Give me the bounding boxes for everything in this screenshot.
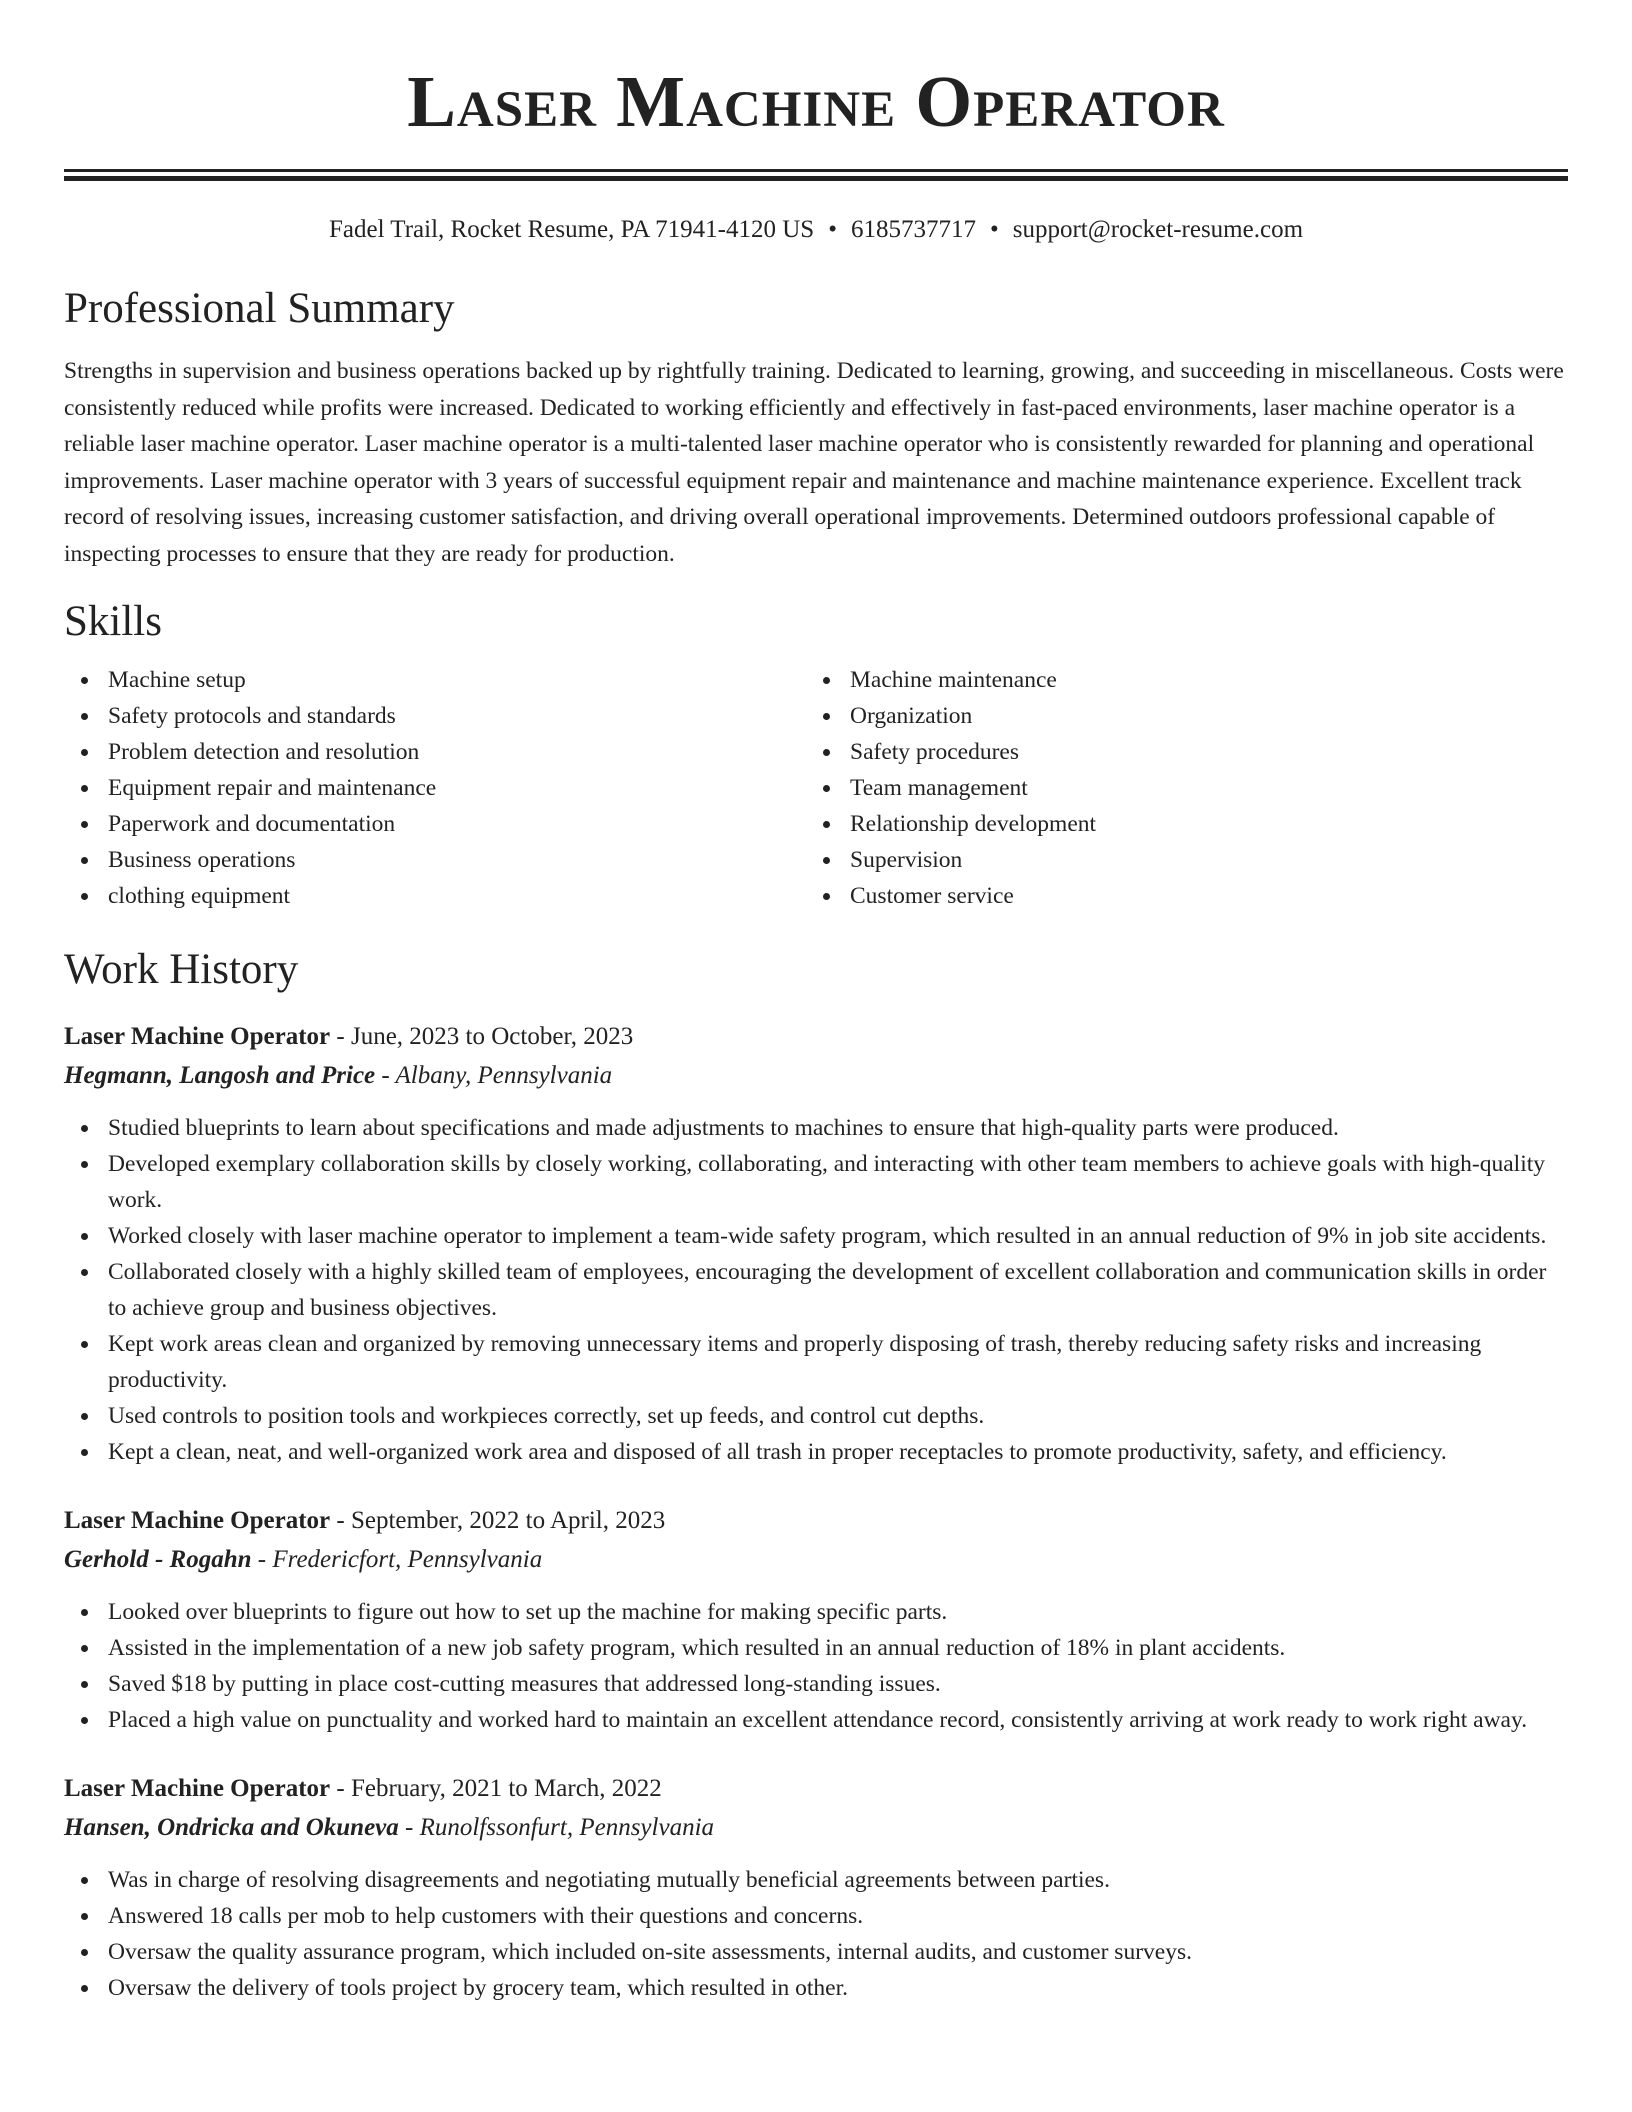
- header-rule-top: [64, 169, 1568, 172]
- job-entry: [64, 1502, 1568, 1738]
- contact-separator: •: [828, 216, 837, 243]
- job-title-line: Laser Machine Operator - February, 2021 to March, 2022: [64, 1775, 662, 1802]
- job-company: Hansen, Ondricka and Okuneva: [64, 1814, 399, 1841]
- summary-heading: Professional Summary: [64, 285, 455, 332]
- skill-item: Supervision: [806, 842, 1548, 878]
- job-duty: Was in charge of resolving disagreements and negotiating mutually beneficial agreements between parties.: [64, 1862, 1568, 1898]
- job-title-line: Laser Machine Operator - June, 2023 to October, 2023: [64, 1023, 634, 1050]
- job-company: Hegmann, Langosh and Price: [64, 1062, 376, 1089]
- job-duty: Assisted in the implementation of a new job safety program, which resulted in an annual reduction of 18% in plant accidents.: [64, 1630, 1568, 1666]
- job-dates: February, 2021 to March, 2022: [350, 1775, 662, 1802]
- job-entry: [64, 1770, 1568, 2006]
- job-duties: [64, 1594, 1568, 1738]
- skill-item: Machine setup: [64, 662, 806, 698]
- job-duty: Oversaw the delivery of tools project by grocery team, which resulted in other.: [64, 1970, 1568, 2006]
- skill-item: Customer service: [806, 878, 1548, 914]
- job-title-line: Laser Machine Operator - September, 2022 to April, 2023: [64, 1507, 666, 1534]
- skills-column-left: [64, 662, 806, 914]
- skill-item: Paperwork and documentation: [64, 806, 806, 842]
- skill-item: Safety procedures: [806, 734, 1548, 770]
- skills-column-right: [806, 662, 1548, 914]
- skill-item: clothing equipment: [64, 878, 806, 914]
- skill-item: Team management: [806, 770, 1548, 806]
- job-title: Laser Machine Operator: [64, 1775, 331, 1802]
- job-company: Gerhold - Rogahn: [64, 1546, 252, 1573]
- job-duty: Answered 18 calls per mob to help customers with their questions and concerns.: [64, 1898, 1568, 1934]
- contact-email: support@rocket-resume.com: [1012, 216, 1304, 243]
- job-duty: Kept work areas clean and organized by removing unnecessary items and properly disposing of trash, thereby reducing safety risks and increasing productivity.: [64, 1326, 1568, 1398]
- job-company-line: Hansen, Ondricka and Okuneva - Runolfssonfurt, Pennsylvania: [64, 1814, 715, 1841]
- job-location: Fredericfort, Pennsylvania: [272, 1546, 543, 1573]
- job-duties: [64, 1110, 1568, 1470]
- job-duties: [64, 1862, 1568, 2006]
- skills-heading: Skills: [64, 598, 162, 645]
- job-duty: Saved $18 by putting in place cost-cutting measures that addressed long-standing issues.: [64, 1666, 1568, 1702]
- skill-item: Business operations: [64, 842, 806, 878]
- job-duty: Worked closely with laser machine operator to implement a team-wide safety program, which resulted in an annual reduction of 9% in job site accidents.: [64, 1218, 1568, 1254]
- job-duty: Collaborated closely with a highly skilled team of employees, encouraging the development of excellent collaboration and communication skills in order to achieve group and business objectives.: [64, 1254, 1568, 1326]
- job-dates: September, 2022 to April, 2023: [350, 1507, 666, 1534]
- summary-text: Strengths in supervision and business operations backed up by rightfully training. Dedicated to learning, growing, and succeeding in miscellaneous. Costs were consistently reduced while profits were increased. Dedicated to working efficiently and effectively in fast-paced environments, laser machine operator is a reliable laser machine operator. Laser machine operator is a multi-talented laser machine operator who is consistently rewarded for planning and operational improvements. Laser machine operator with 3 years of successful equipment repair and maintenance and machine maintenance experience. Excellent track record of resolving issues, increasing customer satisfaction, and driving overall operational improvements. Determined outdoors professional capable of inspecting processes to ensure that they are ready for production.: [64, 358, 1564, 567]
- job-location: Runolfssonfurt, Pennsylvania: [419, 1814, 715, 1841]
- skill-item: Organization: [806, 698, 1548, 734]
- job-location: Albany, Pennsylvania: [395, 1062, 613, 1089]
- contact-separator: •: [989, 216, 999, 243]
- skill-item: Safety protocols and standards: [64, 698, 806, 734]
- job-dates: June, 2023 to October, 2023: [350, 1023, 634, 1050]
- work-history-heading: Work History: [64, 946, 299, 993]
- job-duty: Looked over blueprints to figure out how to set up the machine for making specific parts.: [64, 1594, 1568, 1630]
- job-entry: [64, 1018, 1568, 1470]
- job-duty: Oversaw the quality assurance program, which included on-site assessments, internal audits, and customer surveys.: [64, 1934, 1568, 1970]
- header-rule-bottom: [64, 176, 1568, 181]
- skills-list: [64, 662, 1568, 914]
- job-duty: Developed exemplary collaboration skills by closely working, collaborating, and interacting with other team members to achieve goals with high-quality work.: [64, 1146, 1568, 1218]
- job-duty: Studied blueprints to learn about specifications and made adjustments to machines to ensure that high-quality parts were produced.: [64, 1110, 1568, 1146]
- job-company-line: Gerhold - Rogahn - Fredericfort, Pennsylvania: [64, 1546, 543, 1573]
- skill-item: Problem detection and resolution: [64, 734, 806, 770]
- contact-address: Fadel Trail, Rocket Resume, PA 71941-4120 US: [328, 216, 815, 243]
- candidate-name: Laser Machine Operator: [407, 61, 1225, 142]
- job-duty: Placed a high value on punctuality and worked hard to maintain an excellent attendance record, consistently arriving at work ready to work right away.: [64, 1702, 1568, 1738]
- job-company-line: Hegmann, Langosh and Price - Albany, Pennsylvania: [64, 1062, 613, 1089]
- contact-phone: 6185737717: [850, 216, 976, 243]
- contact-line: [64, 215, 1568, 245]
- skill-item: Relationship development: [806, 806, 1548, 842]
- job-duty: Used controls to position tools and workpieces correctly, set up feeds, and control cut depths.: [64, 1398, 1568, 1434]
- skill-item: Machine maintenance: [806, 662, 1548, 698]
- skill-item: Equipment repair and maintenance: [64, 770, 806, 806]
- job-title: Laser Machine Operator: [64, 1507, 331, 1534]
- job-duty: Kept a clean, neat, and well-organized work area and disposed of all trash in proper receptacles to promote productivity, safety, and efficiency.: [64, 1434, 1568, 1470]
- job-title: Laser Machine Operator: [64, 1023, 331, 1050]
